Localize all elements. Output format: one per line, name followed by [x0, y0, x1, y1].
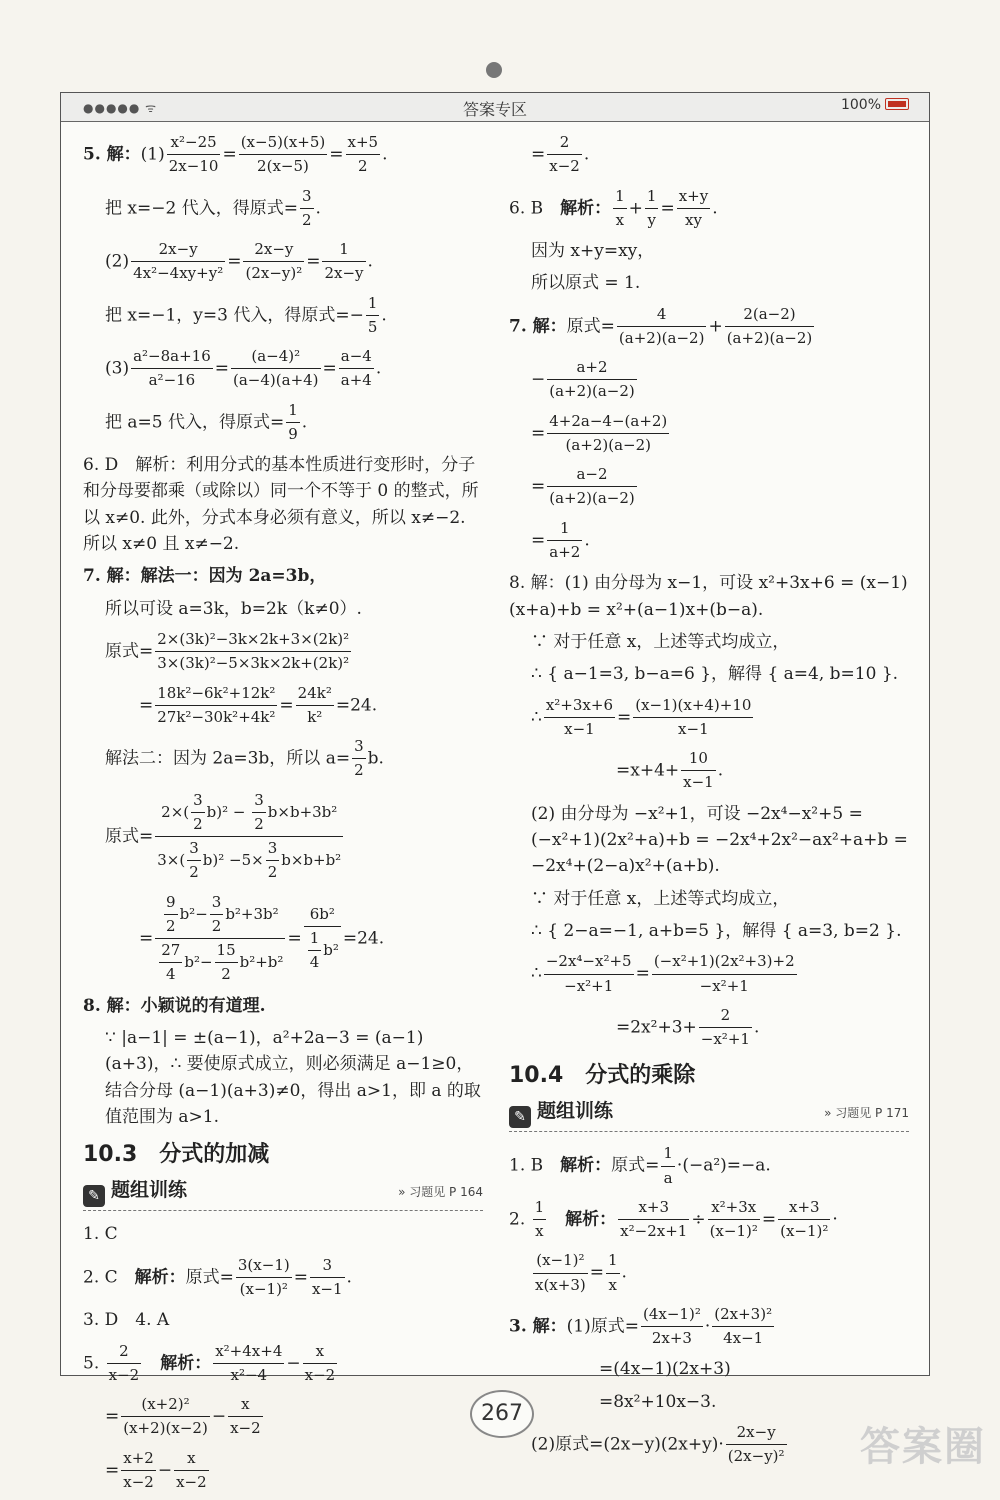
- answer-line: = $\frac{1}{a+2}$ .: [531, 518, 590, 561]
- answer-line: ∴ $\frac{\text{−2x⁴−x²+5}}{\text{−x²+1}}$ = $\frac{\text{(−x²+1)(2x²+3)+2}}{\text{−x²+1}}$: [531, 952, 795, 995]
- answer-line: ∴ { 2−a=−1, a+b=5 }，解得 { a=3, b=2 }.: [531, 920, 902, 941]
- watermark-logo: 答案圈: [860, 1424, 986, 1470]
- page-number: 267: [470, 1390, 534, 1438]
- battery-status: [841, 97, 909, 113]
- answer-line: 把 a=5 代入，得原式= $\frac{1}{9}$ .: [105, 400, 308, 443]
- answer-line: = $\frac{\text{(x+2)²}}{(x+2)(x-2)}$ − $\frac{x}{x-2}$: [105, 1395, 261, 1438]
- answer-line: 解法二：因为 2a=3b，所以 a= $\frac{3}{2}$ b.: [105, 737, 384, 780]
- answer-line: 2. C 解析：原式= $\frac{3(x-1)}{\text{(x−1)²}}$ = $\frac{3}{x-1}$ .: [83, 1255, 352, 1298]
- answer-line: = $\frac{a-2}{(a+2)(a-2)}$: [531, 465, 635, 508]
- answer-paragraph: 6. D 解析：利用分式的基本性质进行变形时，分子和分母要都乘（或除以）同一个不等于 0 的整式，所以 x≠0. 此外，分式本身必须有意义，所以 x≠−2. 所以 x≠0 且 x≠−2.: [83, 455, 479, 555]
- group-header: ✎ 题组训练 » 习题见 P 164: [83, 1176, 483, 1211]
- answer-line: 8. 解：小颖说的有道理.: [83, 995, 266, 1016]
- section-title-10-3: 10.3 分式的加减: [83, 1142, 270, 1168]
- pencil-icon: ✎: [509, 1106, 531, 1128]
- answer-line: = $\frac{9}{2}$ b²− $\frac{3}{2}$ b²+3b² $\frac{27}{4}$ b²− $\frac{15}{2}$ b²+b² = 6b² $\frac{1}{4}$ b² =24.: [105, 892, 385, 984]
- device-camera-dot: [486, 62, 502, 78]
- answer-line: 原式= $\frac{\text{2×(3k)²−3k×2k+3×(2k)²}}{\text{3×(3k)²−5×3k×2k+(2k)²}}$: [105, 630, 350, 673]
- answer-line: ∵ 对于任意 x，上述等式均成立，: [531, 631, 790, 652]
- answer-line: =(4x−1)(2x+3): [531, 1359, 731, 1380]
- answer-line: 3. 解：(1)原式= $\frac{\text{(4x−1)²}}{2x+3}$ · $\frac{\text{(2x+3)²}}{4x-1}$: [509, 1304, 773, 1348]
- answer-paragraph: 8. 解：(1) 由分母为 x−1，可设 x²+3x+6 = (x−1)(x+a)+b = x²+(a−1)x+(b−a).: [509, 573, 908, 620]
- pencil-icon: ✎: [83, 1185, 105, 1207]
- answer-line: (2)原式=(2x−y)(2x+y)· $\frac{2x-y}{\text{(2x−y)²}}$: [531, 1423, 785, 1466]
- section-title-10-4: 10.4 分式的乘除: [509, 1063, 696, 1089]
- answer-line: 所以可设 a=3k，b=2k（k≠0）.: [105, 598, 362, 619]
- answer-line: ∴ $\frac{\text{x²+3x+6}}{x-1}$ = $\frac{(x-1)(x+4)+10}{x-1}$: [531, 695, 752, 738]
- answer-line: 原式= 2×( $\frac{3}{2}$ b)² − $\frac{3}{2}$ b×b+3b² 3×( $\frac{3}{2}$ b)² −5× $\frac{3}{2}$ b×b+b²: [105, 790, 342, 882]
- exercise-reference: » 习题见 P 171: [824, 1105, 909, 1120]
- answer-line: 1. B 解析：原式= $\frac{1}{a}$ ·(−a²)=−a.: [509, 1144, 771, 1187]
- answer-line: =x+4+ $\frac{10}{x-1}$ .: [531, 749, 724, 792]
- answer-line: = $\frac{2}{x-2}$ .: [531, 133, 590, 176]
- answer-line: 7. 解：原式= $\frac{4}{(a+2)(a-2)}$ + $\frac{2(a-2)}{(a+2)(a-2)}$: [509, 304, 813, 347]
- answer-line: 1. C: [83, 1224, 118, 1245]
- answer-line: =2x²+3+ $\frac{2}{\text{−x²+1}}$ .: [531, 1005, 760, 1049]
- answer-line: =8x²+10x−3.: [531, 1391, 717, 1412]
- answer-line: (2) $\frac{2x-y}{\text{4x²−4xy+y²}}$ = $\frac{2x-y}{\text{(2x−y)²}}$ = $\frac{1}{2x-y}$ .: [105, 240, 373, 283]
- answer-line: 把 x=−1，y=3 代入，得原式=− $\frac{1}{5}$ .: [105, 293, 387, 336]
- answer-line: 把 x=−2 代入，得原式= $\frac{3}{2}$ .: [105, 186, 321, 229]
- answer-line: 5. $\frac{2}{x-2}$ 解析： $\frac{\text{x²+4x+4}}{\text{x²−4}}$ − $\frac{x}{x-2}$: [83, 1341, 336, 1384]
- answer-line: 3. D 4. A: [83, 1310, 170, 1331]
- answer-line: (3) $\frac{\text{a²−8a+16}}{\text{a²−16}}$ = $\frac{\text{(a−4)²}}{(a-4)(a+4)}$ = $\frac{a-4}{a+4}$ .: [105, 347, 382, 390]
- answer-line: 7. 解：解法一：因为 2a=3b，: [83, 566, 327, 587]
- answer-line: 6. B 解析： $\frac{1}{x}$ + $\frac{1}{y}$ = $\frac{x+y}{xy}$ .: [509, 186, 718, 229]
- left-column: [83, 131, 483, 1500]
- answer-paragraph: (2) 由分母为 −x²+1，可设 −2x⁴−x²+5 = (−x²+1)(2x²+a)+b = −2x⁴+2x²−ax²+a+b = −2x⁴+(2−a)x²+(a+b).: [531, 803, 908, 877]
- answer-paragraph: ∵ |a−1| = ±(a−1)，a²+2a−3 = (a−1)(a+3)，∴ 要使原式成立，则必须满足 a−1≥0，结合分母 (a−1)(a+3)≠0，得出 a>1，即 a 的取值范围为 a>1.: [105, 1027, 481, 1127]
- status-bar: [61, 93, 929, 122]
- status-title: 答案专区: [462, 100, 527, 119]
- right-column: [509, 131, 909, 1475]
- answer-line: 因为 x+y=xy，: [531, 241, 655, 261]
- answer-line: $\frac{\text{(x−1)²}}{x(x+3)}$ = $\frac{1}{x}$ .: [535, 1251, 627, 1294]
- answer-line: = $\frac{x+2}{x-2}$ − $\frac{x}{x-2}$: [105, 1448, 207, 1491]
- answer-line: 5. 解：(1) $\frac{\text{x²−25}}{2x-10}$ = $\frac{(x-5)(x+5)}{2(x-5)}$ = $\frac{x+5}{2}$ .: [83, 133, 388, 176]
- answer-line: − $\frac{a+2}{(a+2)(a-2)}$: [531, 358, 635, 401]
- answer-line: 2. $\frac{1}{x}$ 解析： $\frac{x+3}{\text{x²−2x+1}}$ ÷ $\frac{\text{x²+3x}}{\text{(x−1)²}}$ = $\frac{x+3}{\text{(x−1)²}}$ ·: [509, 1197, 838, 1241]
- answer-line: 所以原式 = 1.: [531, 273, 641, 294]
- exercise-reference: » 习题见 P 164: [398, 1184, 483, 1199]
- answer-line: = $\frac{4+2a-4-(a+2)}{(a+2)(a-2)}$: [531, 411, 668, 454]
- answer-line: ∴ { a−1=3, b−a=6 }，解得 { a=4, b=10 }.: [531, 664, 899, 685]
- battery-icon: [885, 98, 909, 110]
- answer-line: = $\frac{\text{18k²−6k²+12k²}}{\text{27k²−30k²+4k²}}$ = $\frac{\text{24k²}}{\text{k²}}$ =24.: [105, 683, 378, 726]
- answer-line: ∵ 对于任意 x，上述等式均成立，: [531, 888, 790, 909]
- signal-wifi-icon: ●●●●● ᯤ: [83, 101, 158, 115]
- battery-percent: 100%: [840, 97, 881, 113]
- group-header: ✎ 题组训练 » 习题见 P 171: [509, 1097, 909, 1132]
